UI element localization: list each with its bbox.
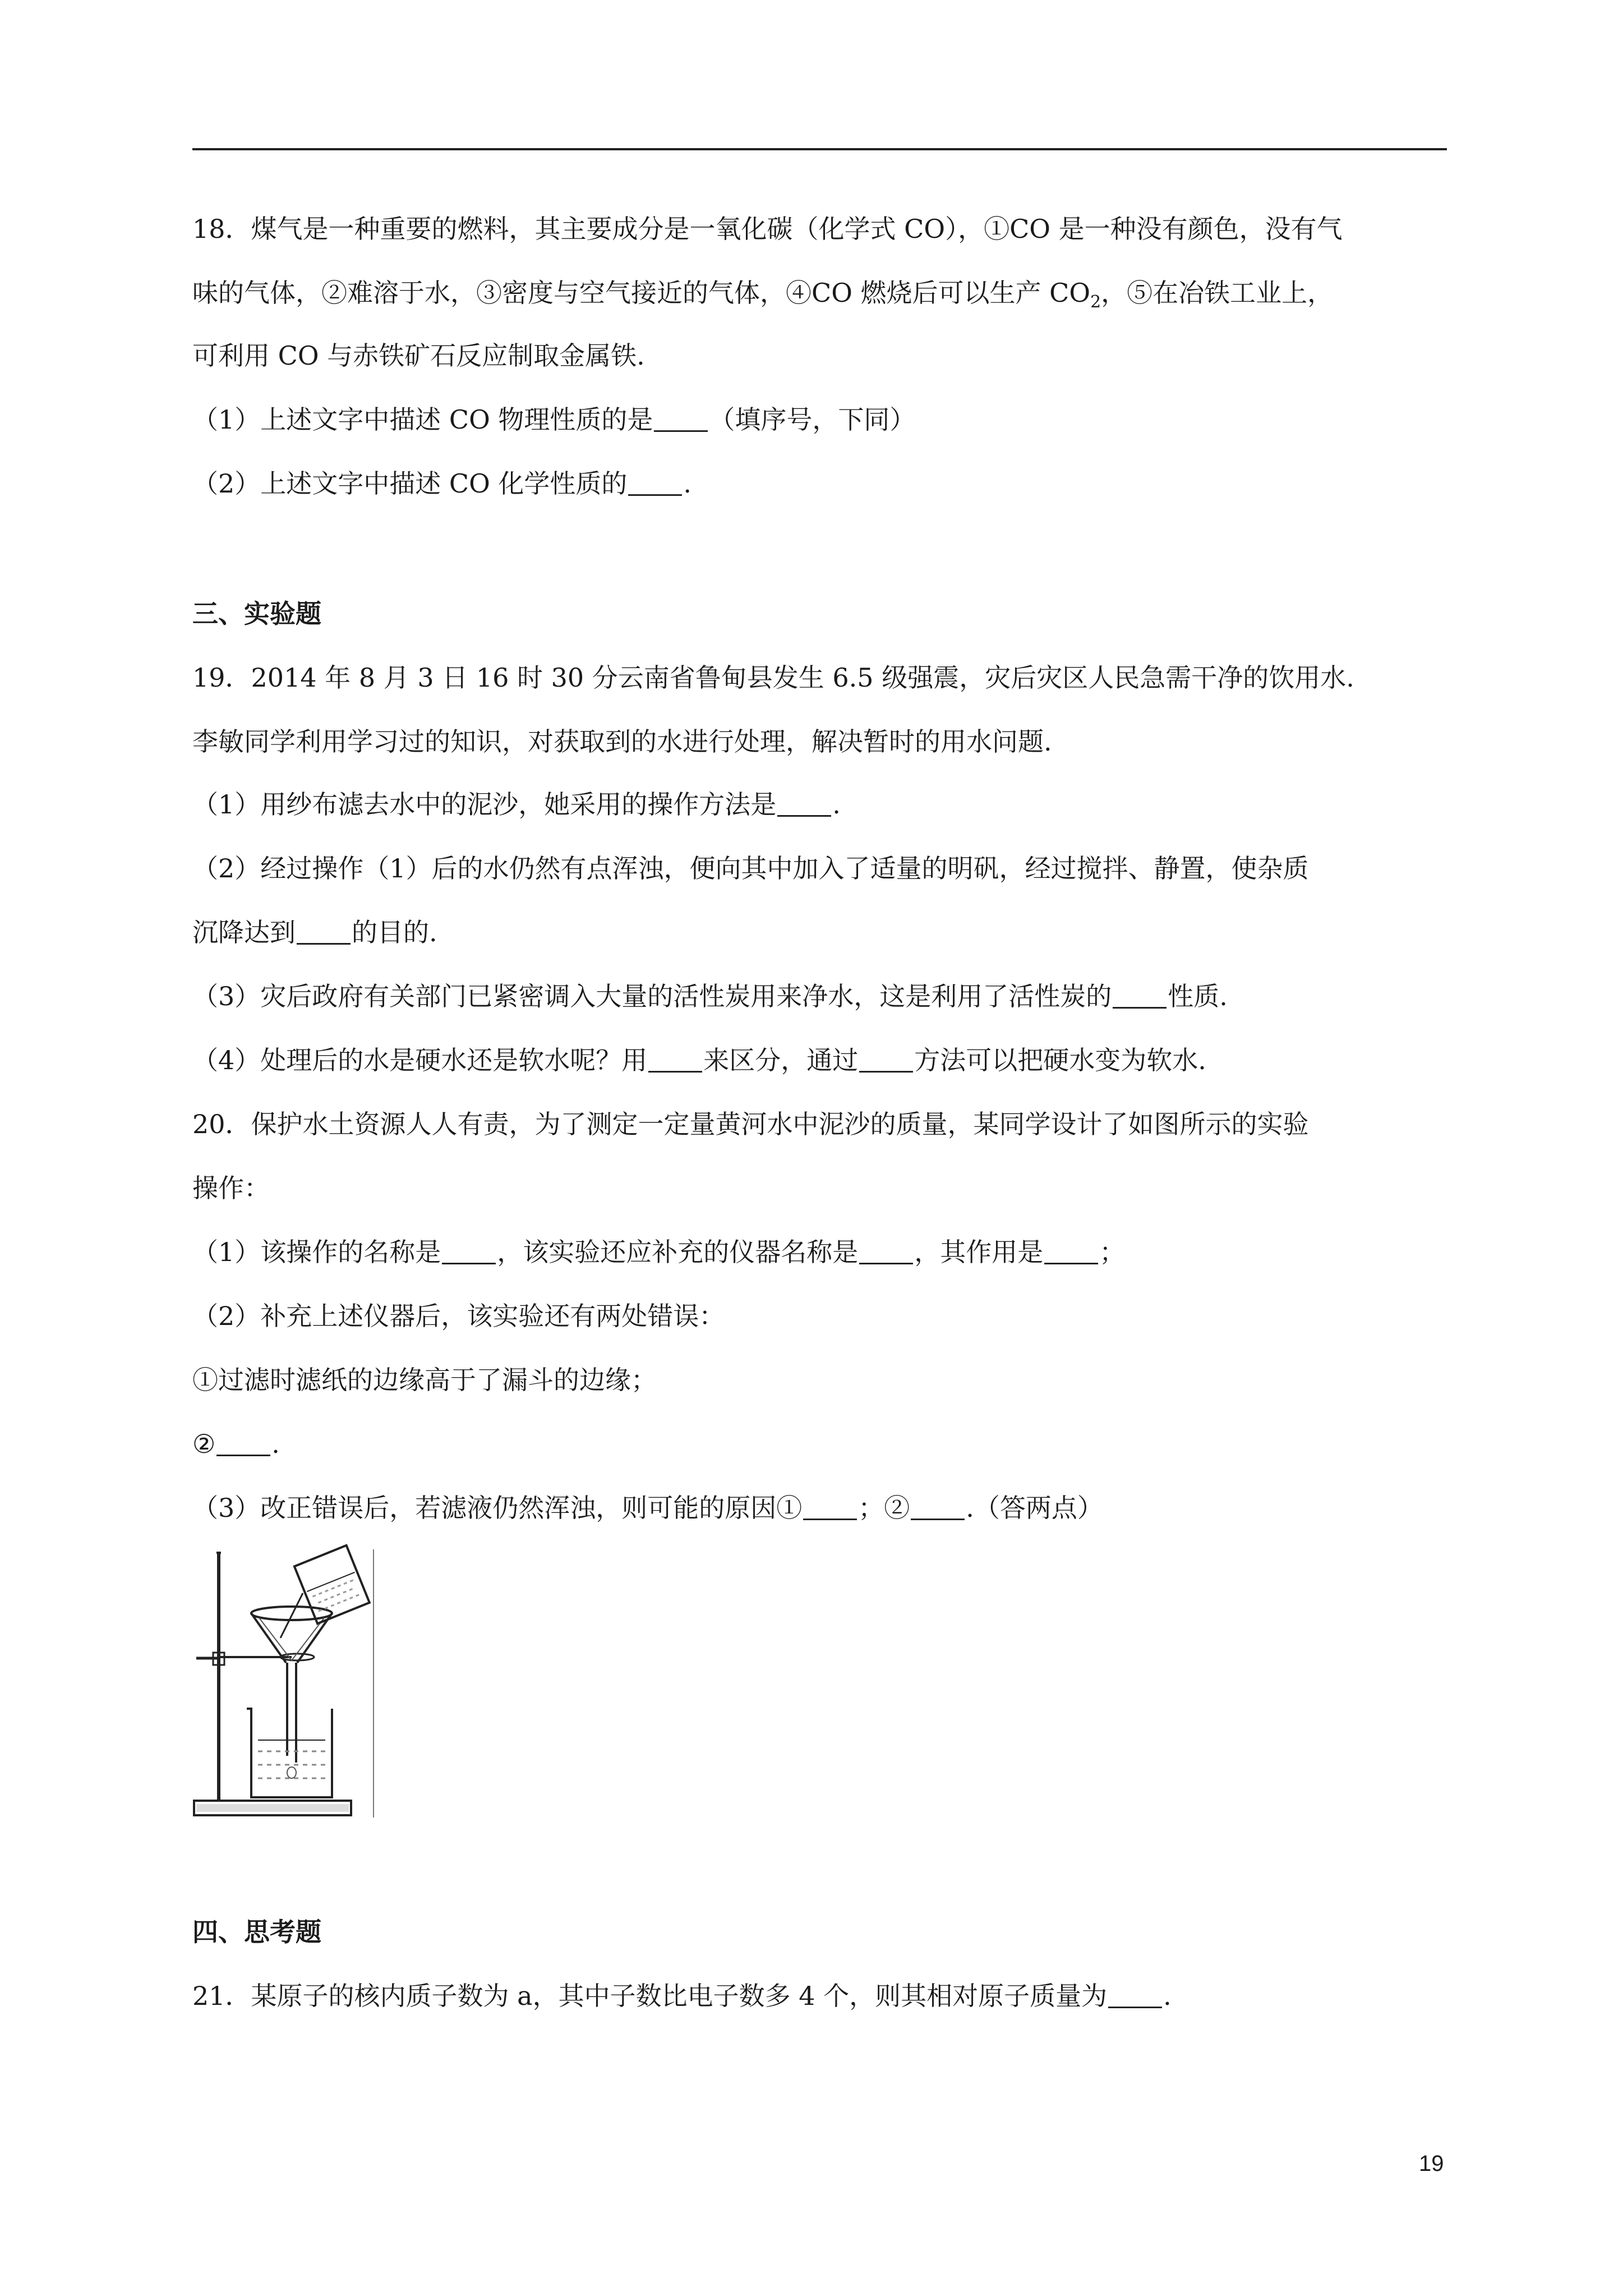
text-segment: （4）处理后的水是硬水还是软水呢？用 (192, 1045, 648, 1075)
text-segment: ，该实验还应补充的仪器名称是 (497, 1237, 859, 1267)
text-segment: ，其作用是 (914, 1237, 1044, 1267)
q18-line-1 (192, 212, 1343, 246)
text-segment: 味的气体，②难溶于水，③密度与空气接近的气体，④CO 燃烧后可以生产 CO (192, 278, 1091, 308)
text-segment: . (683, 468, 692, 499)
q20-part-2 (192, 1299, 725, 1333)
text-segment: （1）该操作的名称是 (192, 1237, 441, 1267)
q20-error-1 (192, 1363, 657, 1397)
text-segment: 性质. (1168, 981, 1228, 1011)
section-heading-experiment (192, 597, 321, 631)
text-segment: 方法可以把硬水变为软水. (914, 1045, 1206, 1075)
text-segment: （2）补充上述仪器后，该实验还有两处错误： (192, 1301, 725, 1331)
text-segment: .（答两点） (966, 1493, 1103, 1523)
q18-part-2 (192, 467, 691, 500)
answer-blank (648, 1070, 702, 1073)
q19-line-2 (192, 725, 1052, 758)
q18-line-3 (192, 339, 645, 372)
text-segment: 沉降达到 (192, 917, 296, 947)
text-segment: 李敏同学利用学习过的知识，对获取到的水进行处理，解决暂时的用水问题. (192, 726, 1052, 757)
text-segment: ，⑤在冶铁工业上， (1101, 278, 1334, 308)
text-segment: 18．煤气是一种重要的燃料，其主要成分是一氧化碳（化学式 CO），①CO 是一种没有颜色，没有气 (192, 214, 1343, 244)
q20-part-1 (192, 1235, 1125, 1269)
text-segment: （1）上述文字中描述 CO 物理性质的是 (192, 404, 653, 435)
answer-blank (216, 1454, 270, 1456)
answer-blank (628, 494, 682, 496)
text-segment: （3）改正错误后，若滤液仍然浑浊，则可能的原因① (192, 1493, 803, 1523)
text-segment: 四、思考题 (192, 1917, 321, 1947)
q20-part-3 (192, 1491, 1103, 1525)
text-segment: 21．某原子的核内质子数为 a，其中子数比电子数多 4 个，则其相对原子质量为 (192, 1981, 1108, 2011)
text-segment: 可利用 CO 与赤铁矿石反应制取金属铁. (192, 341, 645, 371)
answer-blank (654, 430, 708, 432)
q18-line-2 (192, 276, 1333, 319)
q19-part-2-line-1 (192, 852, 1309, 885)
text-segment: （填序号，下同） (709, 404, 916, 435)
q21-line-1 (192, 1979, 1172, 2013)
q18-part-1 (192, 403, 915, 436)
text-segment: ； (1099, 1237, 1126, 1267)
text-segment: （2）上述文字中描述 CO 化学性质的 (192, 468, 628, 499)
text-segment: . (1163, 1981, 1172, 2011)
text-segment: . (271, 1429, 280, 1459)
q20-error-2 (192, 1427, 280, 1461)
page-number: 19 (1419, 2151, 1444, 2176)
answer-blank (442, 1262, 496, 1264)
text-segment: ；② (858, 1493, 910, 1523)
subscript: 2 (1090, 292, 1101, 312)
header-rule (192, 148, 1447, 150)
q20-line-2 (192, 1171, 270, 1205)
text-segment: 来区分，通过 (703, 1045, 859, 1075)
text-segment: 三、实验题 (192, 599, 321, 629)
answer-blank (803, 1518, 857, 1520)
text-segment: 19．2014 年 8 月 3 日 16 时 30 分云南省鲁甸县发生 6.5 级强震，灾后灾区人民急需干净的饮用水. (192, 662, 1354, 693)
answer-blank (1113, 1006, 1166, 1009)
text-segment: . (832, 789, 841, 820)
answer-blank (911, 1518, 965, 1520)
section-heading-thinking (192, 1915, 321, 1949)
text-segment: （2）经过操作（1）后的水仍然有点浑浊，便向其中加入了适量的明矾，经过搅拌、静置，使杂质 (192, 853, 1309, 884)
text-segment: ①过滤时滤纸的边缘高于了漏斗的边缘； (192, 1365, 657, 1395)
q19-part-4 (192, 1043, 1206, 1077)
text-segment: 操作： (192, 1173, 270, 1203)
answer-blank (297, 942, 351, 945)
q20-line-1 (192, 1107, 1309, 1141)
q19-part-2-line-2 (192, 915, 437, 949)
q19-part-3 (192, 979, 1228, 1013)
q19-line-1 (192, 661, 1354, 694)
text-segment: （1）用纱布滤去水中的泥沙，她采用的操作方法是 (192, 789, 777, 820)
filtration-apparatus-figure (191, 1543, 376, 1823)
answer-blank (859, 1070, 913, 1073)
answer-blank (777, 815, 831, 817)
text-segment: （3）灾后政府有关部门已紧密调入大量的活性炭用来净水，这是利用了活性炭的 (192, 981, 1112, 1011)
q19-part-1 (192, 788, 841, 821)
answer-blank (1044, 1262, 1098, 1264)
text-segment: 的目的. (352, 917, 437, 947)
text-segment: 20．保护水土资源人人有责，为了测定一定量黄河水中泥沙的质量，某同学设计了如图所示的实验 (192, 1109, 1309, 1139)
answer-blank (859, 1262, 913, 1264)
text-segment: ② (192, 1429, 216, 1459)
answer-blank (1108, 2006, 1162, 2008)
